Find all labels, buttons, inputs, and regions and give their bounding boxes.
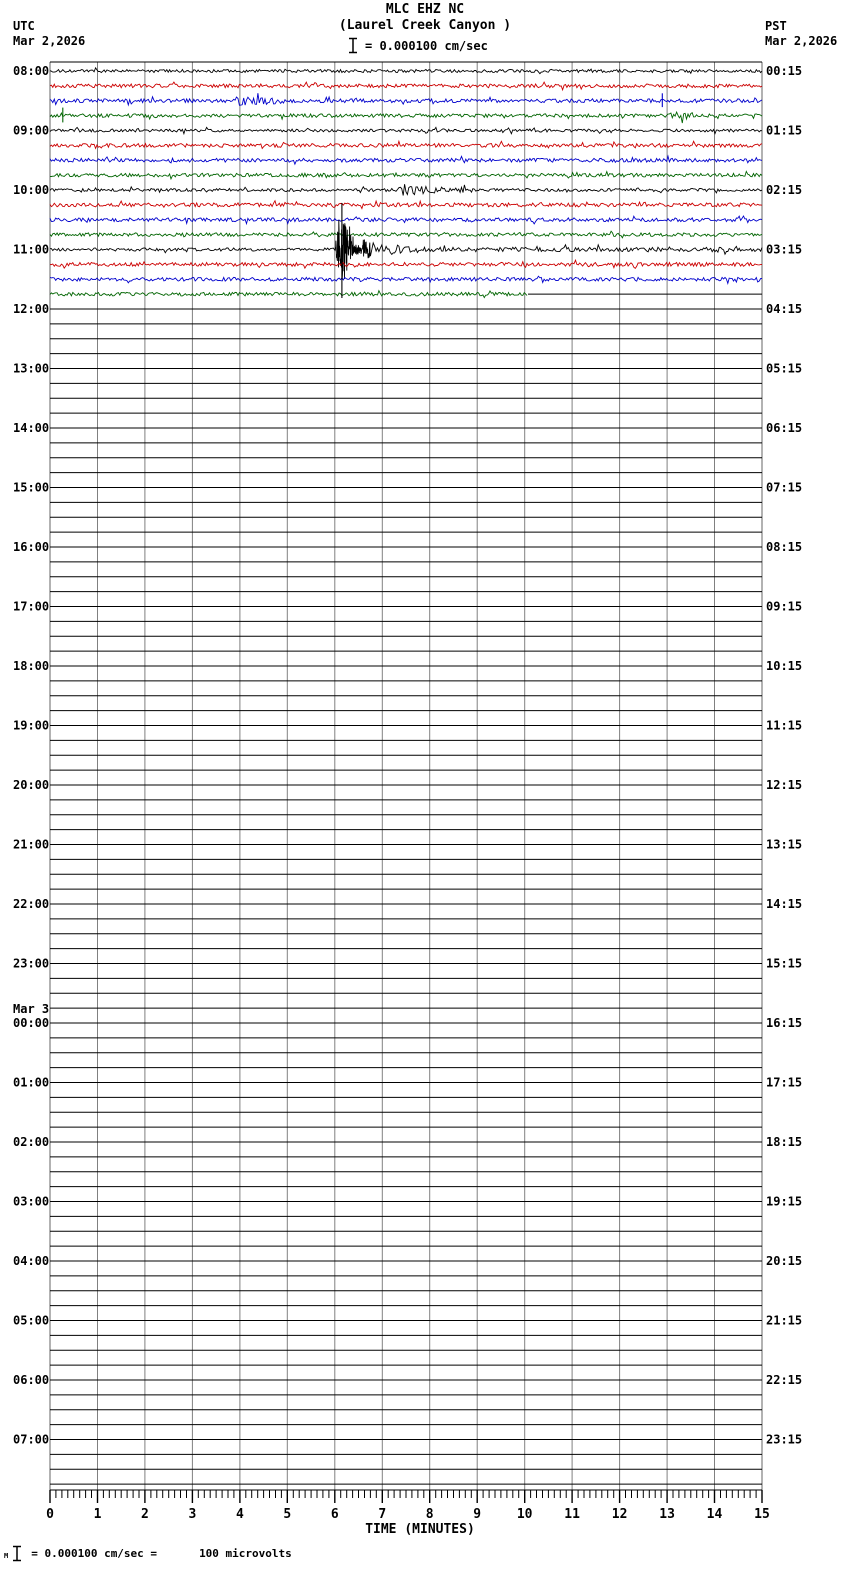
trace-09:00-red bbox=[50, 141, 762, 148]
row-label-pst: 13:15 bbox=[766, 837, 803, 852]
row-label-utc: 21:00 bbox=[13, 837, 50, 852]
x-tick-label: 12 bbox=[611, 1507, 628, 1522]
trace-10:00-green bbox=[50, 231, 762, 238]
row-label-utc: 04:00 bbox=[13, 1254, 50, 1268]
x-tick-label: 6 bbox=[330, 1507, 339, 1522]
row-label-utc: 07:00 bbox=[13, 1432, 50, 1447]
row-label-utc: 19:00 bbox=[13, 718, 50, 733]
row-label-pst: 04:15 bbox=[766, 302, 803, 316]
row-label-utc: 15:00 bbox=[13, 480, 50, 495]
row-label-pst: 21:15 bbox=[766, 1313, 803, 1328]
trace-08:00-red bbox=[50, 82, 762, 90]
date-right-label: Mar 2,2026 bbox=[765, 34, 838, 48]
trace-10:00-red bbox=[50, 201, 762, 209]
row-label-utc: 01:00 bbox=[13, 1075, 50, 1090]
row-label-utc: 05:00 bbox=[13, 1313, 50, 1328]
trace-08:00-blue bbox=[50, 93, 762, 105]
x-tick-label: 3 bbox=[188, 1507, 197, 1522]
row-label-utc: 11:00 bbox=[13, 242, 50, 257]
trace-09:00-blue bbox=[50, 156, 762, 164]
trace-11:00-black bbox=[50, 220, 762, 279]
row-label-utc: 13:00 bbox=[13, 361, 50, 376]
row-label-utc: 06:00 bbox=[13, 1373, 50, 1387]
row-label-pst: 01:15 bbox=[766, 123, 803, 138]
row-label-utc: 22:00 bbox=[13, 897, 50, 911]
timezone-right-label: PST bbox=[765, 19, 787, 33]
x-tick-label: 7 bbox=[378, 1507, 387, 1522]
x-tick-label: 11 bbox=[564, 1507, 580, 1522]
row-label-pst: 00:15 bbox=[766, 64, 803, 78]
trace-09:00-black bbox=[50, 127, 762, 133]
row-label-pst: 09:15 bbox=[766, 599, 803, 614]
station-location: (Laurel Creek Canyon ) bbox=[338, 18, 512, 33]
trace-08:00-green bbox=[50, 112, 762, 123]
scale-text: = 0.000100 cm/sec bbox=[365, 38, 488, 53]
footer-scale-note bbox=[4, 1545, 292, 1562]
x-tick-label: 10 bbox=[516, 1507, 533, 1522]
row-label-pst: 08:15 bbox=[766, 540, 803, 554]
row-label-utc: 09:00 bbox=[13, 123, 50, 138]
row-label-pst: 20:15 bbox=[766, 1254, 803, 1268]
row-label-pst: 11:15 bbox=[766, 718, 803, 733]
scale-bar-icon bbox=[12, 1545, 22, 1562]
row-label-pst: 02:15 bbox=[766, 183, 803, 197]
trace-10:00-black bbox=[50, 184, 762, 195]
row-label-pst: 03:15 bbox=[766, 242, 803, 257]
row-label-pst: 07:15 bbox=[766, 480, 803, 495]
row-label-pst: 05:15 bbox=[766, 361, 803, 376]
row-label-pst: 22:15 bbox=[766, 1373, 803, 1387]
date-left-label: Mar 2,2026 bbox=[13, 34, 86, 48]
footer-prefix-glyph: M bbox=[4, 1552, 9, 1560]
row-label-utc: 17:00 bbox=[13, 599, 50, 614]
x-tick-label: 5 bbox=[283, 1507, 292, 1522]
x-tick-label: 1 bbox=[93, 1507, 102, 1522]
row-label-pst: 17:15 bbox=[766, 1075, 803, 1090]
trace-11:00-red bbox=[50, 260, 762, 268]
row-label-utc: 00:00 bbox=[13, 1016, 50, 1030]
x-tick-label: 14 bbox=[706, 1507, 723, 1522]
row-label-pst: 16:15 bbox=[766, 1016, 803, 1030]
x-tick-label: 13 bbox=[659, 1507, 675, 1522]
x-tick-label: 15 bbox=[754, 1507, 770, 1522]
row-label-utc: 20:00 bbox=[13, 778, 50, 792]
trace-09:00-green bbox=[50, 171, 762, 179]
x-tick-label: 0 bbox=[46, 1507, 54, 1522]
trace-10:00-blue bbox=[50, 216, 762, 224]
row-label-pst: 23:15 bbox=[766, 1432, 803, 1447]
row-label-utc: 02:00 bbox=[13, 1135, 50, 1149]
footer-scale-equation: = 0.000100 cm/sec = bbox=[31, 1547, 158, 1560]
row-label-utc: 14:00 bbox=[13, 421, 50, 435]
row-label-pst: 15:15 bbox=[766, 956, 803, 971]
footer-scale-value: 100 microvolts bbox=[199, 1547, 292, 1560]
row-label-pst: 18:15 bbox=[766, 1135, 803, 1149]
x-tick-label: 9 bbox=[473, 1507, 482, 1522]
row-label-pst: 10:15 bbox=[766, 659, 803, 673]
trace-11:00-green bbox=[50, 291, 527, 298]
timezone-left-label: UTC bbox=[13, 19, 35, 33]
row-label-pst: 14:15 bbox=[766, 897, 803, 911]
row-label-pst: 12:15 bbox=[766, 778, 803, 792]
x-tick-label: 4 bbox=[235, 1507, 244, 1522]
row-label-utc: 12:00 bbox=[13, 302, 50, 316]
row-label-utc: 23:00 bbox=[13, 956, 50, 971]
x-tick-label: 2 bbox=[140, 1507, 149, 1522]
trace-08:00-black bbox=[50, 68, 762, 74]
page-title: MLC EHZ NC bbox=[385, 2, 465, 17]
row-label-pst: 06:15 bbox=[766, 421, 803, 435]
row-label-utc: 18:00 bbox=[13, 659, 50, 673]
row-label-utc: 03:00 bbox=[13, 1194, 50, 1209]
trace-11:00-blue bbox=[50, 276, 762, 283]
row-label-utc: 16:00 bbox=[13, 540, 50, 554]
row-date-label: Mar 3 bbox=[13, 1002, 50, 1016]
row-label-pst: 19:15 bbox=[766, 1194, 803, 1209]
x-axis-label: TIME (MINUTES) bbox=[365, 1522, 475, 1537]
row-label-utc: 08:00 bbox=[13, 64, 50, 78]
row-label-utc: 10:00 bbox=[13, 183, 50, 197]
x-tick-label: 8 bbox=[425, 1507, 434, 1522]
